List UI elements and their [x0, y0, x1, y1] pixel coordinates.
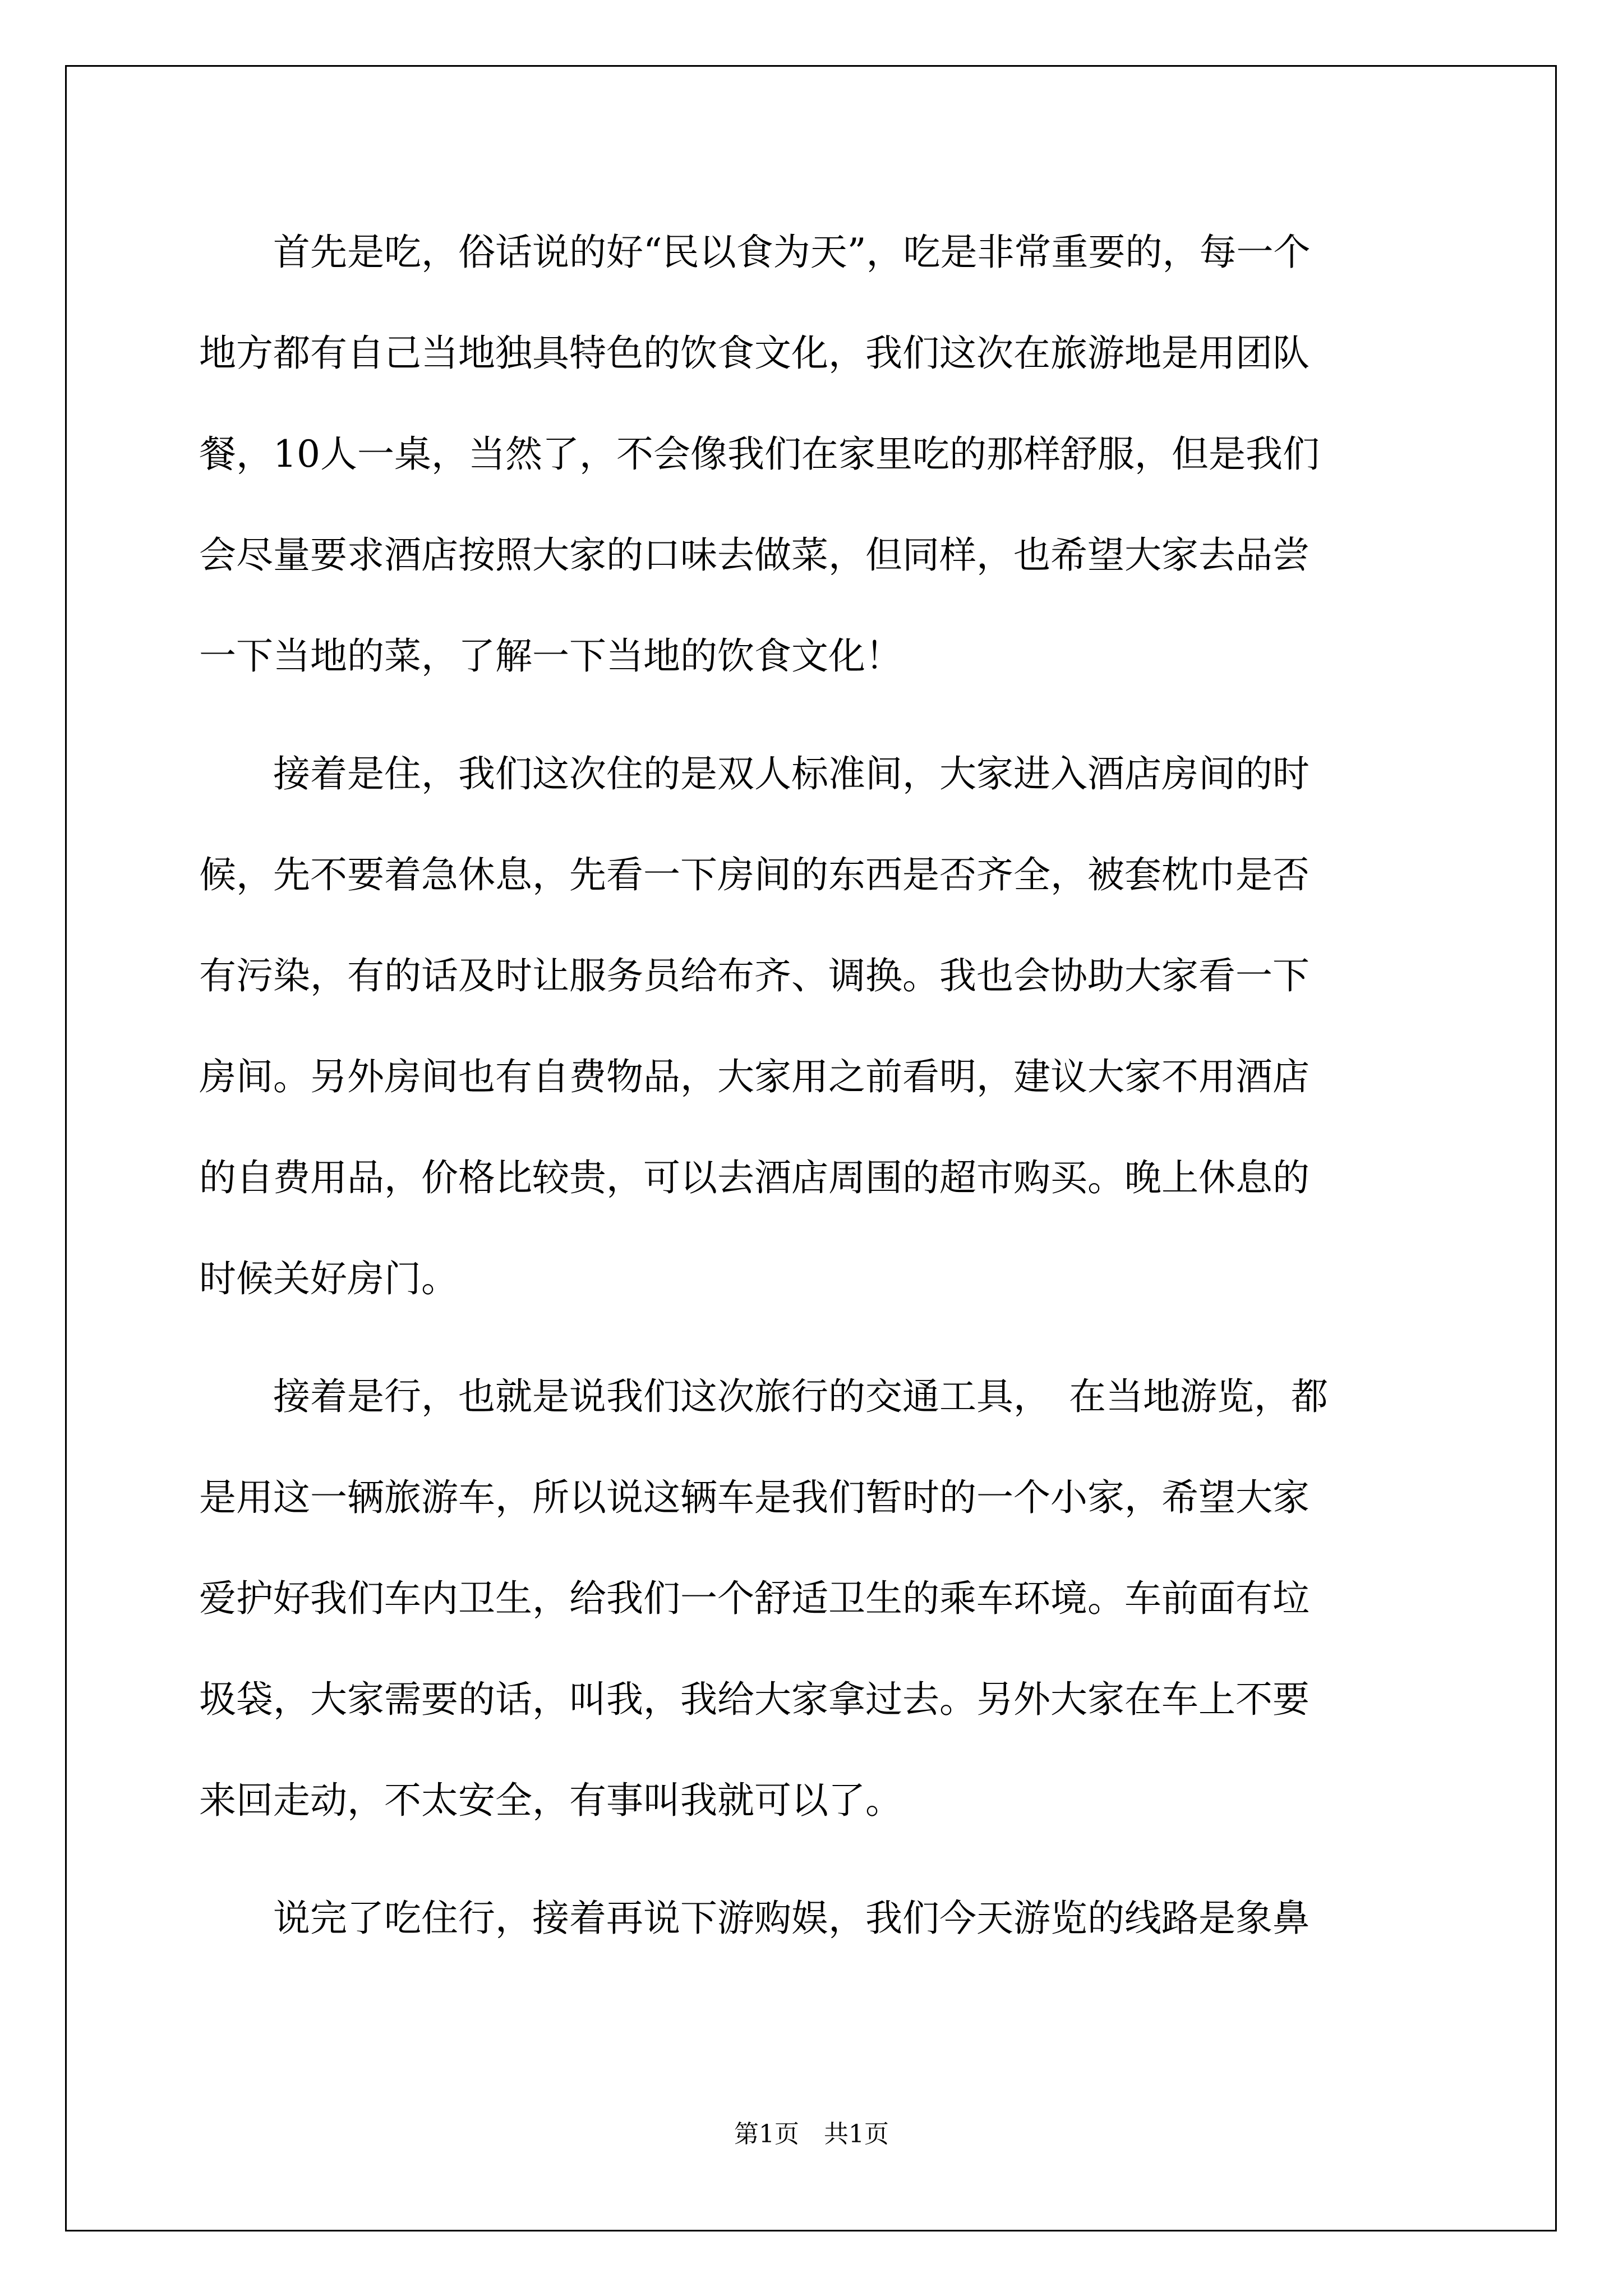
text-line: 说完了吃住行，接着再说下游购娱，我们今天游览的线路是象鼻 — [199, 1897, 1310, 1940]
paragraph-tour — [199, 1868, 1433, 1969]
paragraph-lodging — [199, 724, 1433, 1329]
page-footer: 第1页 共1页 — [734, 2120, 889, 2148]
text-line: 首先是吃，俗话说的好“民以食为天”，吃是非常重要的，每一个 — [199, 231, 1311, 274]
text-line: 餐，10人一桌，当然了，不会像我们在家里吃的那样舒服，但是我们 — [199, 432, 1320, 476]
text-line: 爱护好我们车内卫生，给我们一个舒适卫生的乘车环境。车前面有垃 — [199, 1577, 1310, 1620]
document-body — [199, 202, 1433, 1986]
text-line: 是用这一辆旅游车，所以说这辆车是我们暂时的一个小家，希望大家 — [199, 1476, 1310, 1519]
paragraph-food — [199, 202, 1433, 707]
text-line: 的自费用品，价格比较贵，可以去酒店周围的超市购买。晚上休息的 — [199, 1156, 1310, 1199]
text-line: 来回走动，不太安全，有事叫我就可以了。 — [199, 1779, 902, 1822]
text-line: 会尽量要求酒店按照大家的口味去做菜，但同样，也希望大家去品尝 — [199, 533, 1310, 577]
text-line: 地方都有自己当地独具特色的饮食文化，我们这次在旅游地是用团队 — [199, 332, 1310, 375]
text-line: 房间。另外房间也有自费物品，大家用之前看明，建议大家不用酒店 — [199, 1055, 1310, 1098]
text-line: 接着是住，我们这次住的是双人标准间，大家进入酒店房间的时 — [199, 752, 1310, 795]
text-line: 接着是行，也就是说我们这次旅行的交通工具， 在当地游览，都 — [199, 1375, 1328, 1418]
text-line: 有污染，有的话及时让服务员给布齐、调换。我也会协助大家看一下 — [199, 954, 1310, 997]
text-line: 圾袋，大家需要的话，叫我，我给大家拿过去。另外大家在车上不要 — [199, 1678, 1310, 1721]
text-line: 候，先不要着急休息，先看一下房间的东西是否齐全，被套枕巾是否 — [199, 853, 1310, 896]
text-line: 一下当地的菜，了解一下当地的饮食文化！ — [199, 634, 902, 678]
text-line: 时候关好房门。 — [199, 1257, 458, 1300]
paragraph-transport — [199, 1346, 1433, 1851]
